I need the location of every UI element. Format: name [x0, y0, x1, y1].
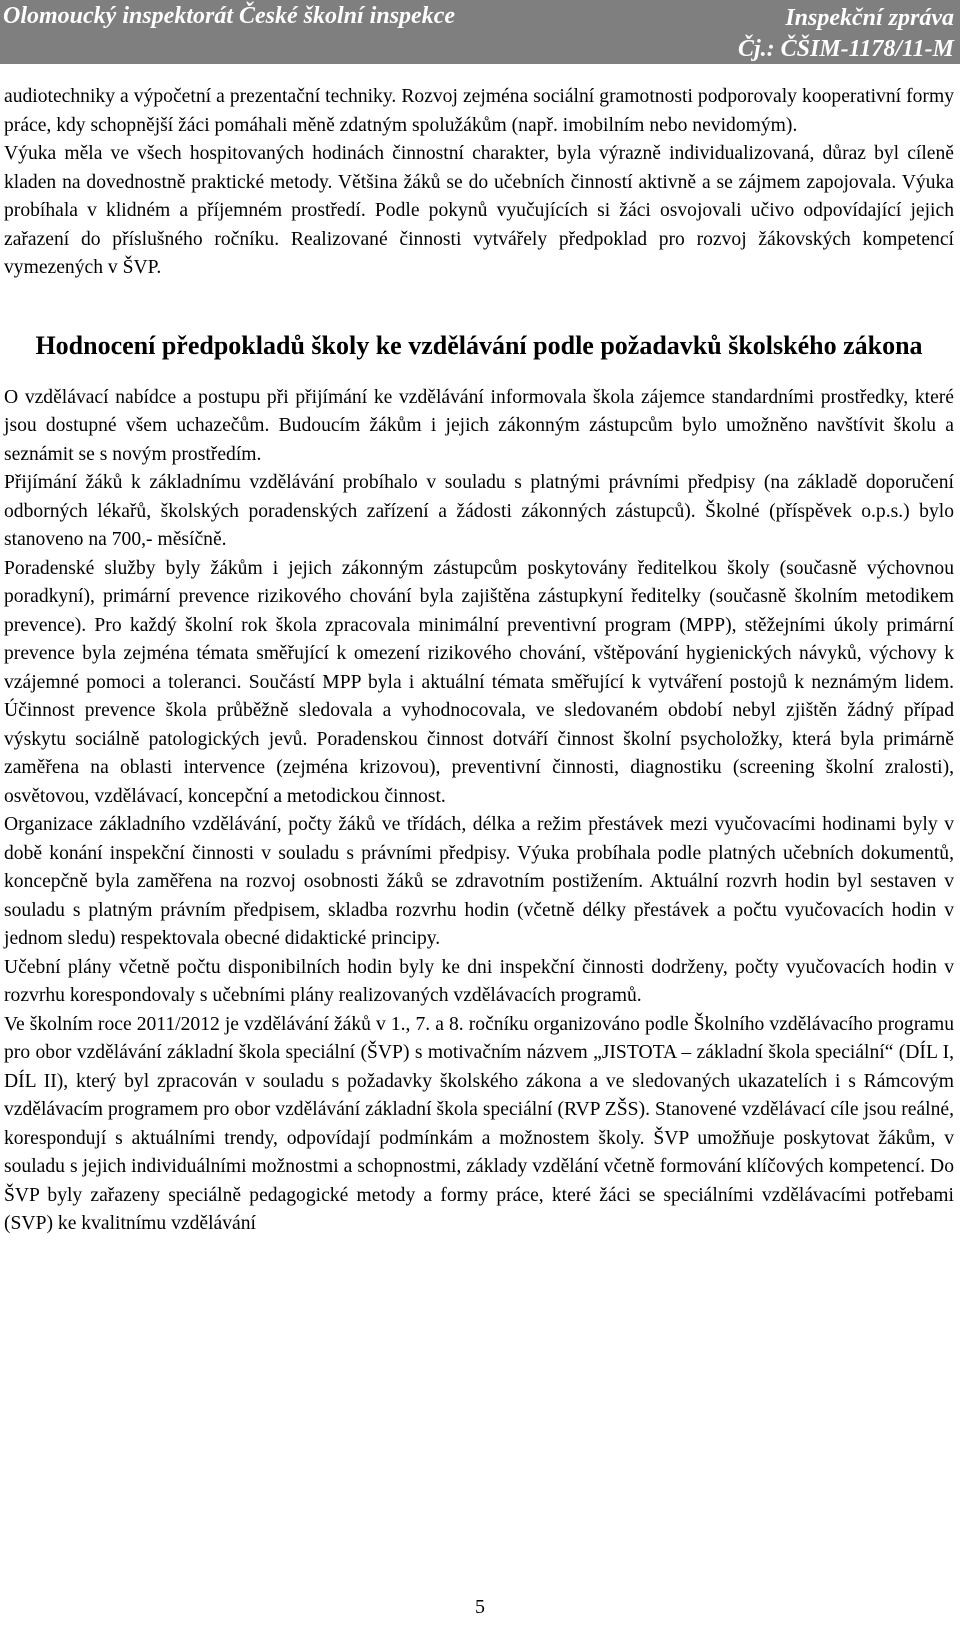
body-paragraph: Organizace základního vzdělávání, počty žáků ve třídách, délka a režim přestávek mezi vyučovacími hodinami byly v době konání inspekční činnosti v souladu s právními předpisy. Výuka probíhala podle platných učebních dokumentů, koncepčně byla zaměřena na rozvoj osobnosti žáků se zdravotním postižením. Aktuální rozvrh hodin byl sestaven v souladu s platným právním předpisem, skladba rozvrhu hodin (včetně délky přestávek a počtu vyučovacích hodin v jednom sledu) respektovala obecné didaktické principy. — [4, 814, 954, 949]
body-paragraph: Učební plány včetně počtu disponibilních hodin byly ke dni inspekční činnosti dodrženy, počty vyučovacích hodin v rozvrhu korespondovaly s učebními plány realizovaných vzdělávacích programů. — [4, 956, 954, 1006]
inspectorate-name: Olomoucký inspektorát České školní inspekce — [3, 3, 455, 29]
body-paragraph: Ve školním roce 2011/2012 je vzdělávání žáků v 1., 7. a 8. ročníku organizováno podle Školního vzdělávacího programu pro obor vzdělávání základní škola speciální (ŠVP) s motivačním názvem „JISTOTA – základní škola speciální“ (DÍL I, DÍL II), který byl zpracován v souladu s požadavky školského zákona a ve sledovaných ukazatelích i s Rámcovým vzdělávacím programem pro obor vzdělávání základní škola speciální (RVP ZŠS). Stanovené vzdělávací cíle jsou reálné, korespondují s aktuálními trendy, odpovídají podmínkám a možnostem školy. ŠVP umožňuje poskytovat žákům, v souladu s jejich individuálními možnostmi a schopnostmi, základy vzdělání včetně formování klíčových kompetencí. Do ŠVP byly zařazeny speciálně pedagogické metody a formy práce, které žáci se speciálními vzdělávacími potřebami (SVP) ke kvalitnímu vzdělávání — [4, 1013, 954, 1234]
section-heading: Hodnocení předpokladů školy ke vzdělávání podle požadavků školského zákona — [35, 330, 923, 360]
body-paragraph: Poradenské služby byly žákům i jejich zákonným zástupcům poskytovány ředitelkou školy (současně výchovnou poradkyní), primární prevence rizikového chování byla zajištěna zástupkyní ředitelky (současně školním metodikem prevence). Pro každý školní rok škola zpracovala minimální preventivní program (MPP), stěžejními úkoly primární prevence byla zejména témata směřující k omezení rizikového chování, vštěpování hygienických návyků, výchovy k vzájemné pomoci a toleranci. Součástí MPP byla i aktuální témata směřující k vytváření postojů k neznámým lidem. Účinnost prevence škola průběžně sledovala a vyhodnocovala, ve sledovaném období nebyl zjištěn žádný případ výskytu sociálně patologických jevů. Poradenskou činnost dotváří činnost školní psycholožky, která byla primárně zaměřena na oblasti intervence (zejména krizovou), preventivní činnosti, diagnostiku (screening školní zralosti), osvětovou, vzdělávací, koncepční a metodickou činnost. — [4, 557, 954, 807]
body-paragraph: audiotechniky a výpočetní a prezentační techniky. Rozvoj zejména sociální gramotnosti podporovaly kooperativní formy práce, kdy schopnější žáci pomáhali měně zdatným spolužákům (např. imobilním nebo nevidomým). — [4, 86, 954, 136]
page-header — [0, 0, 960, 64]
document-body — [4, 83, 954, 1239]
page-number: 5 — [475, 1596, 485, 1618]
header-right — [738, 3, 954, 65]
body-paragraph: Výuka měla ve všech hospitovaných hodinách činnostní charakter, byla výrazně individualizovaná, důraz byl cíleně kladen na dovednostně praktické metody. Většina žáků se do učebních činností aktivně a se zájmem zapojovala. Výuka probíhala v klidném a příjemném prostředí. Podle pokynů vyučujících si žáci osvojovali učivo odpovídající jejich zařazení do příslušného ročníku. Realizované činnosti vytvářely předpoklad pro rozvoj žákovských kompetencí vymezených v ŠVP. — [4, 143, 954, 278]
report-title: Inspekční zpráva — [785, 5, 954, 31]
body-paragraph: O vzdělávací nabídce a postupu při přijímání ke vzdělávání informovala škola zájemce standardními prostředky, které jsou dostupné všem uchazečům. Budoucím žákům i jejich zákonným zástupcům bylo umožněno navštívit školu a seznámit se s novým prostředím. — [4, 386, 954, 465]
body-paragraph: Přijímání žáků k základnímu vzdělávání probíhalo v souladu s platnými právními předpisy (na základě doporučení odborných lékařů, školských poradenských zařízení a žádosti zákonných zástupců). Školné (příspěvek o.p.s.) bylo stanoveno na 700,- měsíčně. — [4, 472, 954, 550]
reference-number: Čj.: ČŠIM-1178/11-M — [737, 36, 954, 62]
